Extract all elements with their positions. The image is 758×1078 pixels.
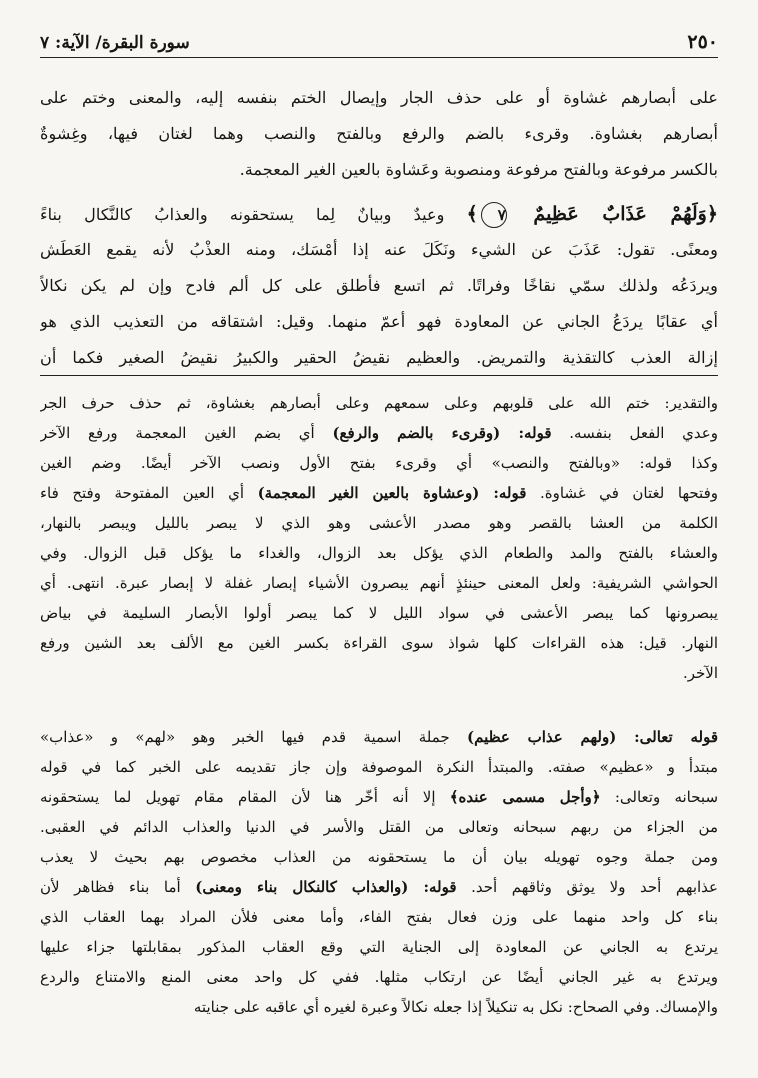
verse-section — [40, 196, 718, 376]
gloss-line — [40, 992, 718, 1022]
line-text: ويرتدع به غير الجاني أيضًا عن ارتكاب مثلها. ففي كل واحد معنى المنع والامتناع والردع — [40, 968, 718, 986]
line-text: الكلمة من العشا بالقصر وهو مصدر الأعشى وهو الذي لا يبصر بالليل ويبصر بالنهار، — [40, 514, 718, 532]
footnote-separator — [40, 375, 718, 376]
gloss-line — [40, 902, 718, 932]
main-text — [40, 80, 718, 188]
line-text: أما بناء فظاهر لأن — [40, 878, 196, 896]
line-text: والإمساك. وفي الصحاح: نكل به تنكيلاً إذا جعله نكالاً وعبرة لغيره أي عاقبه على جنايته — [193, 998, 718, 1016]
quoted-lemma: قوله تعالى: (ولهم عذاب عظيم) — [467, 728, 718, 746]
line-text: سبحانه وتعالى: — [600, 788, 718, 806]
line-text: والعشاء بالفتح والمد والطعام الذي يؤكل بعد الزوال، والغداء ما يؤكل قبل الزوال. وفي — [40, 544, 718, 562]
commentary-section — [40, 388, 718, 688]
page-number: ٢٥٠ — [687, 31, 718, 53]
gloss-line — [40, 872, 718, 902]
line-text: النهار. قيل: هذه القراءات كلها شواذ سوى القراءة بكسر الغين مع الألف بعد الشين ورفع — [40, 634, 718, 652]
gloss-line — [40, 842, 718, 872]
line-text: بناء كل واحد منهما على وزن فعال بفتح الفاء، وأما معنى فلأن المراد بهما العقاب الذي — [40, 908, 718, 926]
line-text: ومن جملة وجوه تهويله بيان أن ما يستحقونه من العذاب مخصوص بهم بحيث لا يعذب — [40, 848, 718, 866]
surah-verse-title: سورة البقرة/ الآية: ٧ — [40, 33, 190, 53]
verse-number-marker: ٧ — [481, 202, 507, 228]
gloss-line — [40, 782, 718, 812]
quoted-lemma: ﴿وأجل مسمى عنده﴾ — [449, 788, 601, 806]
running-head — [40, 28, 718, 58]
line-text: من الجزاء من ربهم سبحانه وتعالى من القتل والأسر في الدنيا والعذاب الدائم في العقبى. — [40, 818, 718, 836]
verse-text-line: ومعنًى. تقول: عَذَبَ عن الشيء ونَكَلَ عنه إذا أمْسَك، ومنه العذْبُ لأنه يقمع العَطَش — [40, 240, 718, 259]
line-text: يبصرونها كما يبصر الأعشى في سواد الليل لا كما يبصر أولوا الأبصار السليمة في بياض — [40, 604, 718, 622]
gloss-line — [40, 812, 718, 842]
commentary-line — [40, 628, 718, 658]
commentary-line — [40, 598, 718, 628]
verse-text-line: أي عقابًا يردَعُ الجاني عن المعاودة فهو أعمّ منهما. وقيل: اشتقاقه من التعذيب الذي هو — [40, 312, 718, 331]
commentary-line — [40, 418, 718, 448]
commentary-line — [40, 658, 718, 688]
quoted-lemma: قوله: (وعشاوة بالعين الغير المعجمة) — [257, 484, 527, 502]
commentary-line — [40, 538, 718, 568]
line-text: أي بضم الغين المعجمة ورفع الآخر — [40, 424, 333, 442]
gloss-line — [40, 932, 718, 962]
line-text: الحواشي الشريفية: ولعل المعنى حينئذٍ أنهم يبصرون الأشياء إبصار غفلة لا إبصار عبرة. انتهى. أي — [40, 574, 718, 592]
gloss-line — [40, 962, 718, 992]
commentary-line — [40, 388, 718, 418]
line-text: وعدي الفعل بنفسه. — [551, 424, 718, 442]
gloss-line — [40, 752, 718, 782]
line-text: يرتدع به الجاني عن المعاودة إلى الجناية التي وقع العقاب المذكور بمقابلتها جزاء عليها — [40, 938, 718, 956]
line-text: والتقدير: ختم الله على قلوبهم وعلى سمعهم وعلى أبصارهم بغشاوة، ثم حذف حرف الجر — [40, 394, 718, 412]
commentary-line — [40, 448, 718, 478]
main-text-line: على أبصارهم غشاوة أو على حذف الجار وإيصال الختم بنفسه إليه، والمعنى وختم على — [40, 88, 718, 107]
line-text: جملة اسمية قدم فيها الخبر وهو «لهم» و «عذاب» — [40, 728, 467, 746]
line-text: إلا أنه أخّر هنا لأن المقام مقام تهويل لما يستحقونه — [40, 788, 450, 806]
main-text-line: أبصارهم بغشاوة. وقرىء بالضم والرفع وبالفتح والنصب وهما لغتان فيها، وغِشوةٌ — [40, 124, 718, 143]
line-text: وفتحها لغتان في غشاوة. — [526, 484, 718, 502]
line-text: الآخر. — [682, 664, 718, 682]
gloss-section — [40, 722, 718, 1022]
line-text: أي العين المفتوحة وفتح فاء — [40, 484, 258, 502]
verse-commentary-start: وعيدٌ وبيانٌ لِما يستحقونه والعذابُ كالنَّكال بناءً — [40, 205, 445, 224]
line-text: وكذا قوله: «وبالفتح والنصب» أي وقرىء بفتح الأول ونصب الآخر أيضًا. وضم الغين — [40, 454, 718, 472]
commentary-line — [40, 478, 718, 508]
verse-text-line: إزالة العذب كالتقذية والتمريض. والعظيم نقيضُ الحقير والكبيرُ نقيضُ الصغير فكما أن — [40, 348, 718, 367]
quoted-lemma: قوله: (وقرىء بالضم والرفع) — [332, 424, 552, 442]
line-text: مبتدأ و «عظيم» صفته. والمبتدأ النكرة الموصوفة وإن جاز تقديمه على الخبر كما في قوله — [40, 758, 718, 776]
line-text: عذابهم أحد ولا يوثق وثاقهم أحد. — [456, 878, 718, 896]
verse-text-line: ويردَعُه ولذلك سمّي نقاخًا وفراتًا. ثم اتسع فأطلق على كل ألم فادح وإن لم يكن نكالاً — [40, 276, 718, 295]
quran-verse: ﴿وَلَهُمْ عَذَابٌ عَظِيمٌ ٧﴾ — [467, 203, 718, 225]
gloss-line — [40, 722, 718, 752]
verse-line — [40, 196, 718, 232]
commentary-line — [40, 508, 718, 538]
quoted-lemma: قوله: (والعذاب كالنكال بناء ومعنى) — [195, 878, 457, 896]
main-text-line: بالكسر مرفوعة وبالفتح مرفوعة ومنصوبة وعَشاوة بالعين الغير المعجمة. — [239, 160, 718, 179]
commentary-line — [40, 568, 718, 598]
